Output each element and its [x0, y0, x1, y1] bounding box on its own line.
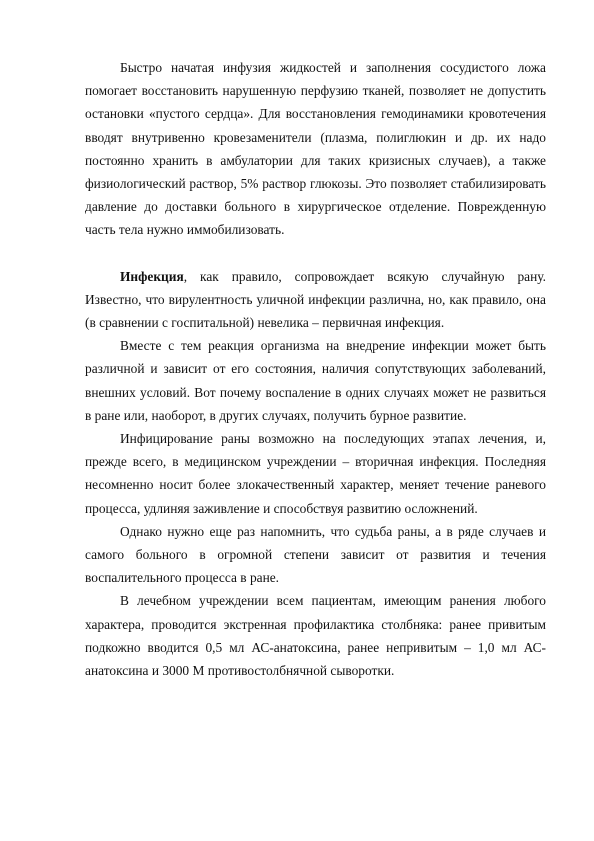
- paragraph-text: Быстро начатая инфузия жидкостей и заполнения сосудистого ложа помогает восстановить нарушенную перфузию тканей, позволяет не допустить остановки «пустого сердца». Для восстановления гемодинамики кровотечения вводят внутривенно кровезаменители (плазма, полиглюкин и др. их надо постоянно хранить в амбулатории для таких кризисных случаев), а также физиологический раствор, 5% раствор глюкозы. Это позволяет стабилизировать давление до доставки больного в хирургическое отделение. Поврежденную часть тела нужно иммобилизовать.: [85, 60, 546, 238]
- paragraph-secondary-infection: [85, 427, 546, 520]
- paragraph-text: В лечебном учреждении всем пациентам, имеющим ранения любого характера, проводится экстренная профилактика столбняка: ранее привитым подкожно вводится 0,5 мл АС-анатоксина, ранее непривитым – 1,0 мл АС-анатоксина и 3000 М противостолбнячной сыворотки.: [85, 593, 546, 679]
- term-infection: Инфекция: [120, 268, 184, 284]
- paragraph-text: , как правило, сопровождает всякую случайную рану. Известно, что вирулентность уличной инфекции различна, но, как правило, она (в сравнении с госпитальной) невелика – первичная инфекция.: [85, 268, 546, 331]
- paragraph-infusion: [85, 56, 546, 242]
- paragraph-infection: [85, 265, 546, 335]
- paragraph-text: Инфицирование раны возможно на последующих этапах лечения, и, прежде всего, в медицинском учреждении – вторичная инфекция. Последняя несомненно носит более злокачественный характер, меняет течение раневого процесса, удлиняя заживление и способствуя развитию осложнений.: [85, 431, 546, 516]
- document-body: [85, 56, 546, 682]
- paragraph-tetanus-prophylaxis: [85, 589, 546, 682]
- paragraph-text: Вместе с тем реакция организма на внедрение инфекции может быть различной и зависит от его состояния, наличия сопутствующих заболеваний, внешних условий. Вот почему воспаление в одних случаях может не развиться в ране или, наоборот, в других случаях, получить бурное развитие.: [85, 338, 546, 423]
- paragraph-text: Однако нужно еще раз напомнить, что судьба раны, а в ряде случаев и самого больного в огромной степени зависит от развития и течения воспалительного процесса в ране.: [85, 523, 546, 586]
- paragraph-wound-fate: [85, 520, 546, 590]
- paragraph-body-reaction: [85, 334, 546, 427]
- paragraph-gap: [85, 242, 546, 265]
